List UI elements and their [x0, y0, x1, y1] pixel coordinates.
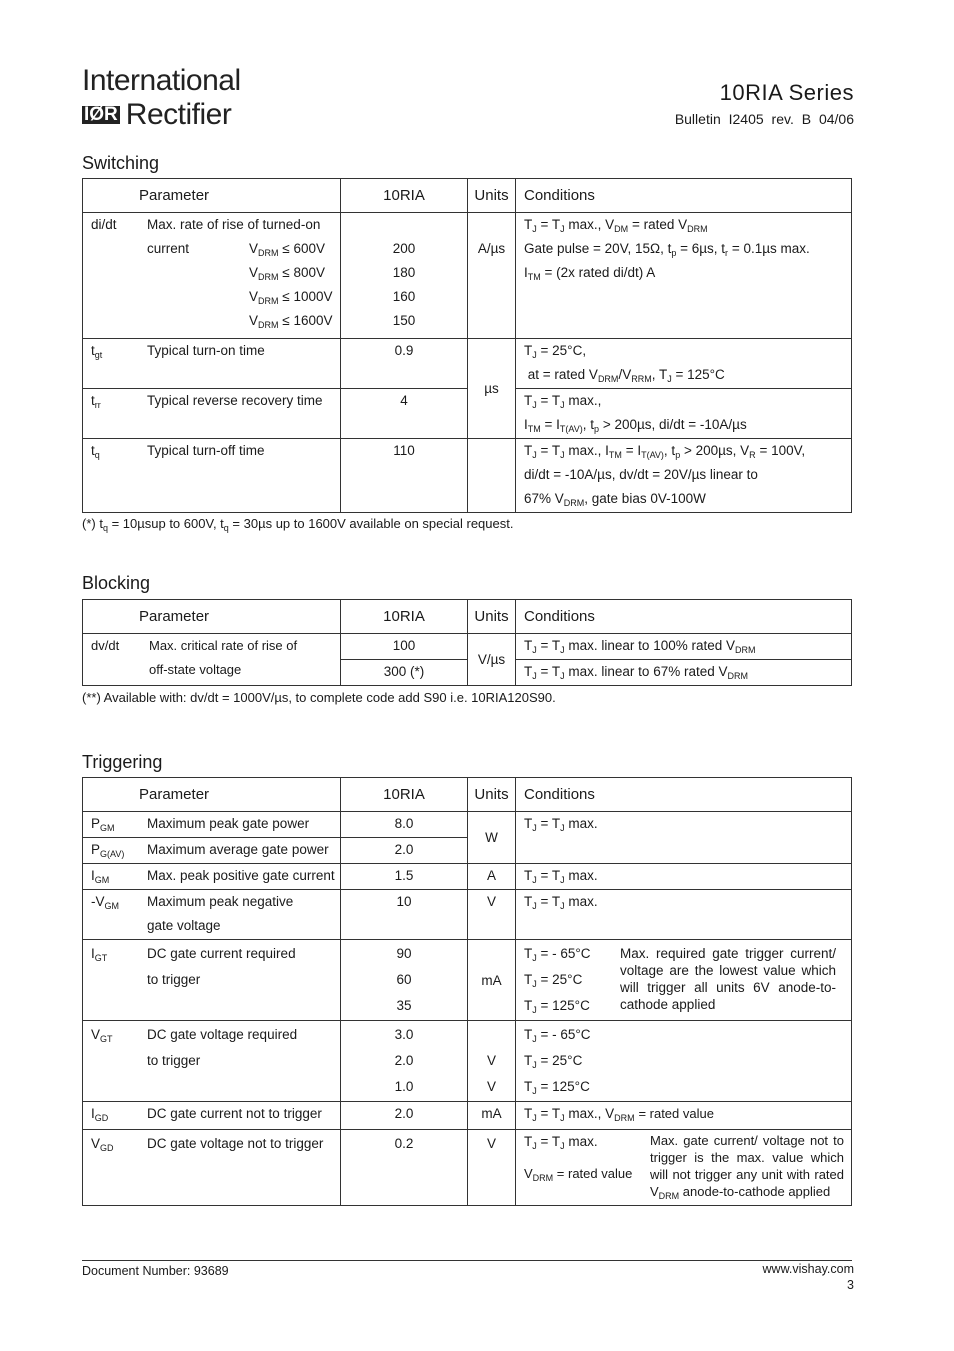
parameter-cell: $t_q$ Typical turn-off time: [83, 439, 341, 513]
param-text: Max. rate of rise of turned-on: [147, 217, 321, 232]
table-header: [83, 179, 852, 213]
switching-table: [82, 178, 852, 513]
ior-logo-mark: IØR: [84, 104, 118, 125]
parameter-cell: dv/dt Max. critical rate of rise of off-state voltage: [83, 634, 341, 686]
blocking-footnote: (**) Available with: dv/dt = 1000V/µs, to complete code add S90 i.e. 10RIA120S90.: [82, 690, 556, 705]
triggering-title: Triggering: [82, 752, 163, 772]
param-text: current: [147, 241, 190, 256]
voltage-range: $V_{DRM} \le 600V$: [249, 241, 325, 258]
triggering-table: [82, 777, 852, 1206]
table-row: [83, 634, 852, 660]
value-cell: 110: [341, 439, 468, 513]
table-header: Parameter 10RIA Units Conditions: [83, 778, 852, 812]
conditions-cell: $T_J = T_J$ max., $I_{TM} = I_{T(AV)}$, $t_p > 200\mu s$, $V_R = 100V$, di/dt = -10A/µs, dv/dt = 20V/µs linear to 67% $V_{DRM}$, gate bias 0V-100W: [516, 439, 852, 513]
company-logo-line1: International: [82, 64, 241, 97]
table-row: $V_{GD}$ DC gate voltage not to trigger 0.2 V $T_J = T_J$ max. $V_{DRM}$ = rated value Max. gate current/ voltage not to trigger is the max. value which will not trigger any unit with rated $V_{DRM}$ anode-to-cathode applied: [83, 1130, 852, 1206]
value-cell: 100: [341, 634, 468, 660]
table-row: [83, 439, 852, 513]
units-cell: [468, 439, 516, 513]
table-row: [83, 339, 852, 389]
igt-note: Max. required gate trigger current/ voltage are the lowest value which will trigger all units 6V anode-to-cathode applied: [620, 946, 836, 1012]
value: 150: [392, 313, 416, 328]
blocking-table: [82, 599, 852, 686]
table-row: $-V_{GM}$ Maximum peak negative gate voltage 10 V $T_J = T_J$ max.: [83, 890, 852, 940]
website-link[interactable]: www.vishay.com: [762, 1262, 854, 1276]
col-device: 10RIA: [341, 179, 468, 213]
series-title: 10RIA Series: [719, 80, 854, 105]
value-cell: 300 (*): [341, 660, 468, 686]
voltage-range: $V_{DRM} \le 800V$: [249, 265, 325, 282]
conditions-cell: $T_J = T_J$ max., $I_{TM} = I_{T(AV)}$, $t_p > 200\mu s$, di/dt = -10A/µs: [516, 389, 852, 439]
parameter-cell: $t_{rr}$ Typical reverse recovery time: [83, 389, 341, 439]
conditions-cell: $T_J = 25^\circ C$, at = rated $V_{DRM}/V_{RRM}$, $T_J = 125^\circ C$: [516, 339, 852, 389]
value-cell: [341, 213, 468, 339]
document-number: Document Number: 93689: [82, 1264, 229, 1278]
blocking-title: Blocking: [82, 573, 151, 593]
value: 160: [392, 289, 416, 304]
table-row: $P_{G(AV)}$ Maximum average gate power 2.0: [83, 838, 852, 864]
table-row: [83, 389, 852, 439]
switching-footnote: (*) $t_q = 10\mu sup$ to 600V, $t_q = 30\mu s$ up to 1600V available on special request.: [82, 516, 514, 533]
table-row: $I_{GD}$ DC gate current not to trigger 2.0 mA $T_J = T_J$ max., $V_{DRM}$ = rated value: [83, 1102, 852, 1130]
parameter-cell: [83, 213, 341, 339]
table-row: $P_{GM}$ Maximum peak gate power 8.0 W $T_J = T_J$ max.: [83, 812, 852, 838]
footer-divider: [82, 1260, 852, 1261]
value: 180: [392, 265, 416, 280]
voltage-range: $V_{DRM} \le 1000V$: [249, 289, 333, 306]
value-cell: 0.9: [341, 339, 468, 389]
units-cell: µs: [468, 339, 516, 439]
company-logo-line2: Rectifier: [125, 98, 232, 131]
table-header: Parameter 10RIA Units Conditions: [83, 600, 852, 634]
company-logo: [82, 100, 231, 130]
col-conditions: Conditions: [516, 179, 852, 213]
voltage-range: $V_{DRM} \le 1600V$: [249, 313, 333, 330]
vgd-note: Max. gate current/ voltage not to trigger is the max. value which will not trigger any unit with rated $V_{DRM}$ anode-to-cathode applied: [650, 1133, 844, 1201]
bulletin-info: Bulletin I2405 rev. B 04/06: [674, 111, 854, 127]
table-row: $I_{GT}$ DC gate current required to trigger 90 60 35 mA $T_J$ = - 65°C $T_J = 25^\circ C$ $T_J = 125^\circ C$ Max. required gate trigger current/ voltage are the lowest value which will trigger all units 6V anode-to-cathode applied: [83, 940, 852, 1021]
col-parameter: Parameter: [83, 179, 341, 213]
units-cell: A/µs: [468, 213, 516, 339]
value: 200: [392, 241, 416, 256]
units-cell: V/µs: [468, 634, 516, 686]
symbol: di/dt: [91, 217, 117, 232]
table-row: [83, 213, 852, 339]
page-number: 3: [847, 1278, 854, 1292]
conditions-cell: $T_J = T_J$ max., $V_{DM}$ = rated $V_{DRM}$ Gate pulse = 20V, 15Ω, $t_p = 6\mu s$, $t_r = 0.1\mu s$ max. $I_{TM} = (2x$ rated di/dt) A: [516, 213, 852, 339]
table-row: $V_{GT}$ DC gate voltage required to trigger 3.0 2.0 1.0 V V $T_J$ = - 65°C $T_J = 25^\circ C$ $T_J = 125^\circ C$: [83, 1021, 852, 1102]
conditions-cell: $T_J = T_J$ max. linear to 67% rated $V_{DRM}$: [516, 660, 852, 686]
switching-title: Switching: [82, 153, 160, 173]
conditions-cell: $T_J = T_J$ max. linear to 100% rated $V_{DRM}$: [516, 634, 852, 660]
parameter-cell: $t_{gt}$ Typical turn-on time: [83, 339, 341, 389]
col-units: Units: [468, 179, 516, 213]
value-cell: 4: [341, 389, 468, 439]
table-row: $I_{GM}$ Max. peak positive gate current 1.5 A $T_J = T_J$ max.: [83, 864, 852, 890]
